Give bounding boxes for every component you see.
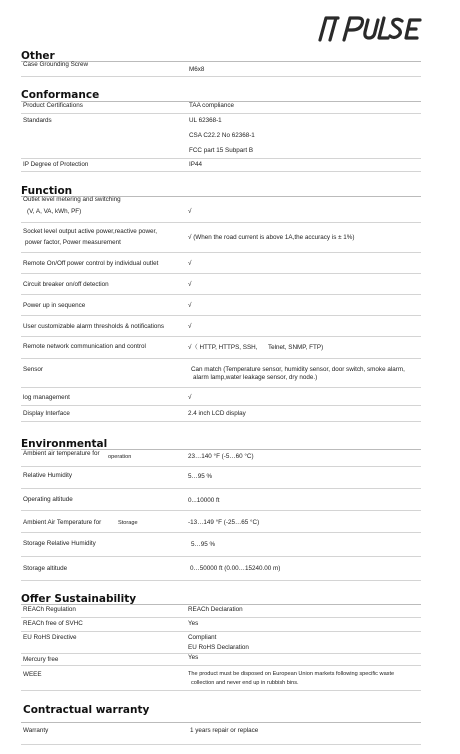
- power-up-sequence-label: Power up in sequence: [23, 302, 86, 309]
- log-management-value: √: [188, 394, 192, 401]
- row-divider: [21, 556, 421, 557]
- row-divider: [21, 488, 421, 489]
- operating-altitude-value: 0...10000 ft: [188, 497, 220, 504]
- row-divider: [21, 532, 421, 533]
- row-divider: [21, 358, 421, 359]
- product-certifications-value: TAA compliance: [189, 102, 235, 109]
- row-divider: [21, 653, 421, 654]
- alarm-thresholds-label: User customizable alarm thresholds & notifications: [23, 323, 165, 330]
- weee-label: WEEE: [23, 671, 42, 678]
- row-divider: [21, 294, 421, 295]
- row-divider: [21, 665, 421, 666]
- reach-regulation-value: REACh Declaration: [188, 606, 243, 613]
- row-divider: [21, 690, 421, 691]
- ambient-storage-label: Ambient Air Temperature for: [23, 519, 102, 526]
- row-divider: [21, 631, 421, 632]
- ambient-storage-value: -13…149 °F (-25…65 °C): [188, 519, 260, 526]
- standard-item: UL 62368-1: [189, 117, 222, 124]
- remote-network-value: √（ HTTP, HTTPS, SSH,: [188, 344, 258, 351]
- row-divider: [21, 171, 421, 172]
- warranty-label: Warranty: [23, 727, 49, 734]
- row-divider: [21, 113, 421, 114]
- ip-protection-value: IP44: [189, 161, 202, 168]
- section-title-other: Other: [21, 50, 55, 62]
- standard-item: CSA C22.2 No 62368-1: [189, 132, 255, 139]
- remote-onoff-label: Remote On/Off power control by individual outlet: [23, 260, 159, 267]
- remote-network-value-2: Telnet, SNMP, FTP): [268, 344, 324, 351]
- socket-output-label: Socket level output active power,reactive power,: [23, 228, 158, 235]
- breaker-detection-label: Circuit breaker on/off detection: [23, 281, 109, 288]
- row-divider: [21, 273, 421, 274]
- standard-item: FCC part 15 Subpart B: [189, 147, 254, 154]
- brand-logo: [316, 14, 426, 44]
- mercury-free-label: Mercury free: [23, 656, 59, 663]
- reach-regulation-label: REACh Regulation: [23, 606, 76, 613]
- breaker-detection-value: √: [188, 281, 192, 288]
- mercury-free-value: Yes: [188, 654, 199, 661]
- display-interface-label: Display Interface: [23, 410, 70, 417]
- row-divider: [21, 510, 421, 511]
- reach-svhc-label: REACh free of SVHC: [23, 620, 83, 627]
- section-title-environmental: Environmental: [21, 438, 108, 450]
- remote-network-label: Remote network communication and control: [23, 343, 146, 350]
- row-divider: [21, 466, 421, 467]
- row-divider: [21, 336, 421, 337]
- section-title-sustainability: Offer Sustainability: [21, 593, 137, 605]
- case-grounding-value: M6x8: [189, 66, 205, 73]
- alarm-thresholds-value: √: [188, 323, 192, 330]
- eu-rohs-declaration: EU RoHS Declaration: [188, 644, 249, 651]
- row-divider: [21, 222, 421, 223]
- weee-value-2: collection and never end up in rubbish bins.: [191, 680, 299, 686]
- socket-output-label-2: power factor, Power measurement: [25, 239, 121, 246]
- sensor-value-2: alarm lamp,water leakage sensor, dry node.): [193, 374, 318, 381]
- reach-svhc-value: Yes: [188, 620, 199, 627]
- relative-humidity-label: Relative Humidity: [23, 472, 72, 479]
- storage-humidity-label: Storage Relative Humidity: [23, 540, 96, 547]
- ip-protection-label: IP Degree of Protection: [23, 161, 89, 168]
- section-title-warranty: Contractual warranty: [23, 704, 150, 716]
- operating-altitude-label: Operating altitude: [23, 496, 73, 503]
- sensor-value: Can match (Temperature sensor, humidity sensor, door switch, smoke alarm,: [191, 366, 405, 373]
- outlet-metering-value: √: [188, 208, 192, 215]
- section-title-function: Function: [21, 185, 73, 197]
- row-divider: [21, 315, 421, 316]
- row-divider: [21, 617, 421, 618]
- section-rule: [21, 722, 421, 723]
- display-interface-value: 2.4 inch LCD display: [188, 410, 246, 417]
- ambient-storage-sub: Storage: [118, 520, 138, 526]
- row-divider: [21, 580, 421, 581]
- row-divider: [21, 252, 421, 253]
- remote-onoff-value: √: [188, 260, 192, 267]
- eu-rohs-label: EU RoHS Directive: [23, 634, 77, 641]
- storage-altitude-value: 0…50000 ft (0.00…15240.00 m): [190, 565, 281, 572]
- case-grounding-label: Case Grounding Screw: [23, 61, 89, 68]
- ambient-operation-label: Ambient air temperature for: [23, 450, 100, 457]
- socket-output-value: √ (When the road current is above 1A,the accuracy is ± 1%): [188, 234, 355, 241]
- storage-humidity-value: 5…95 %: [191, 541, 216, 548]
- row-divider: [21, 158, 421, 159]
- product-certifications-label: Product Certifications: [23, 102, 83, 109]
- row-divider: [21, 744, 421, 745]
- storage-altitude-label: Storage altitude: [23, 565, 68, 572]
- warranty-value: 1 years repair or replace: [190, 727, 259, 734]
- outlet-metering-sub: (V, A, VA, kWh, PF): [27, 208, 82, 215]
- eu-rohs-value: Compliant: [188, 634, 217, 641]
- row-divider: [21, 405, 421, 406]
- row-divider: [21, 387, 421, 388]
- row-divider: [21, 76, 421, 77]
- section-title-conformance: Conformance: [21, 89, 100, 101]
- row-divider: [21, 421, 421, 422]
- ambient-operation-value: 23…140 °F (-5…60 °C): [188, 453, 254, 460]
- sensor-label: Sensor: [23, 366, 43, 373]
- standards-label: Standards: [23, 117, 52, 124]
- relative-humidity-value: 5…95 %: [188, 473, 213, 480]
- weee-value: The product must be disposed on European Union markets following specific waste: [188, 671, 395, 677]
- ambient-operation-sub: operation: [108, 454, 132, 460]
- power-up-sequence-value: √: [188, 302, 192, 309]
- section-rule: [21, 604, 421, 605]
- log-management-label: log management: [23, 394, 70, 401]
- outlet-metering-label: Outlet level metering and switching: [23, 196, 121, 203]
